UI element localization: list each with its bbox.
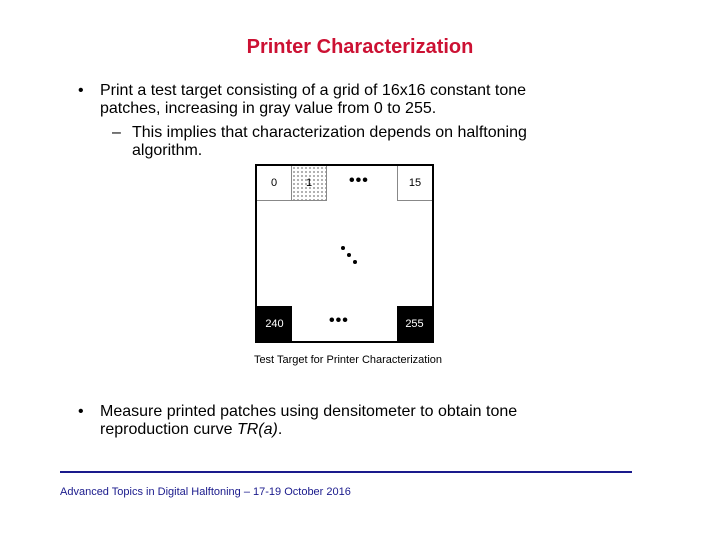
bullet-text-line2: patches, increasing in gray value from 0 to 255. [100, 100, 437, 117]
patch-0: 0 [257, 166, 292, 201]
dash-icon: – [112, 124, 121, 141]
patch-15: 15 [397, 166, 432, 201]
patch-1: 1 [292, 166, 327, 201]
bullet-text-line2-prefix: reproduction curve [100, 421, 237, 438]
patch-240: 240 [257, 306, 292, 341]
bullet-measure-patches [78, 403, 517, 439]
tr-function: TR(a) [236, 421, 278, 438]
footer-divider [60, 471, 632, 473]
bullet-print-target [78, 82, 526, 118]
ellipsis-diagonal [339, 244, 359, 274]
sub-bullet-text-line1: This implies that characterization depends on halftoning [132, 124, 527, 141]
figure-caption: Test Target for Printer Characterization [253, 354, 443, 366]
slide-title: Printer Characterization [246, 36, 474, 58]
footer-text: Advanced Topics in Digital Halftoning – 17-19 October 2016 [60, 486, 351, 498]
patch-255: 255 [397, 306, 432, 341]
bullet-text-line1: Measure printed patches using densitometer to obtain tone [100, 403, 518, 420]
bullet-icon: • [78, 82, 84, 99]
test-target-grid [255, 164, 434, 343]
ellipsis-top: ••• [349, 172, 369, 189]
bullet-icon: • [78, 403, 84, 420]
ellipsis-bottom: ••• [329, 312, 349, 329]
sub-bullet-text-line2: algorithm. [132, 142, 203, 159]
bullet-text-line1: Print a test target consisting of a grid of 16x16 constant tone [100, 82, 527, 99]
sub-bullet-halftoning [112, 124, 527, 160]
bullet-text-line2-suffix: . [277, 421, 283, 438]
